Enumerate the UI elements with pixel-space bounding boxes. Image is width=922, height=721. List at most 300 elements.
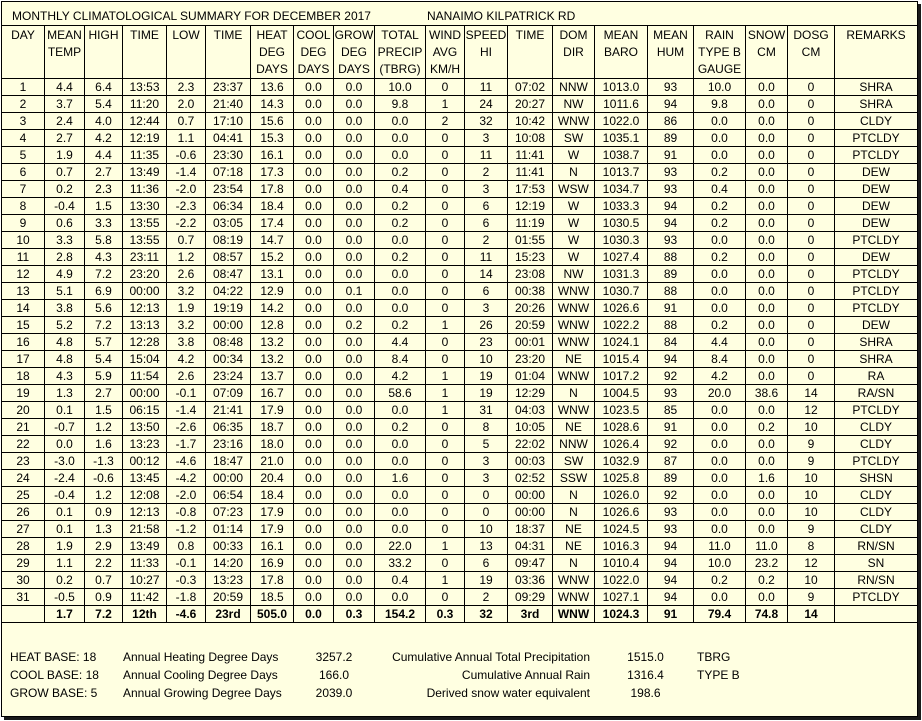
table-row <box>2 504 917 521</box>
cell-heat-deg-days: 16.7 <box>251 385 294 401</box>
cell-high-temp: 6.9 <box>85 283 123 299</box>
cell-total-precip: 0.0 <box>375 453 426 469</box>
column-header-dom-dir <box>553 26 595 78</box>
cell-high-temp: -0.6 <box>85 470 123 486</box>
column-header-mean-temp <box>45 26 85 78</box>
cell-high-time: 13:30 <box>123 198 167 214</box>
cell-day: 18 <box>2 368 45 384</box>
cell-dosg-cm: 0 <box>788 283 835 299</box>
cell-low-temp: 4.2 <box>167 351 206 367</box>
cell-wind-avg: 0 <box>426 300 465 316</box>
cell-dosg-cm: 10 <box>788 487 835 503</box>
column-header-text: CM <box>757 45 776 59</box>
cell-high-temp: 6.4 <box>85 79 123 95</box>
cell-wind-hi-time: 00:00 <box>508 504 553 520</box>
cell-remarks: CLDY <box>859 522 892 536</box>
cell-cool-deg-days: 0.0 <box>294 538 334 554</box>
cell-wind-speed-hi: 6 <box>465 215 508 231</box>
cell-remarks: PTCLDY <box>852 590 900 604</box>
cell-cool-deg-days: 0.0 <box>294 283 334 299</box>
cell-grow-deg-days: 0.1 <box>334 283 375 299</box>
cell-low-time: 06:35 <box>206 419 251 435</box>
cell-mean-baro: 1026.6 <box>595 504 648 520</box>
cell-wind-avg: 1 <box>426 317 465 333</box>
cell-wind-hi-time: 12:29 <box>508 385 553 401</box>
column-header-low-time <box>206 26 251 78</box>
cell-day: 2 <box>2 96 45 112</box>
summary-rain-gauge: 79.4 <box>694 606 746 622</box>
cell-rain-gauge: 0.0 <box>694 504 746 520</box>
cell-mean-hum: 93 <box>648 385 694 401</box>
cell-remarks: SN <box>867 556 885 570</box>
cell-mean-hum: 84 <box>648 334 694 350</box>
cell-snow-cm: 0.0 <box>746 453 788 469</box>
cell-wind-speed-hi: 19 <box>465 368 508 384</box>
cell-total-precip: 0.0 <box>375 283 426 299</box>
cell-rain-gauge: 4.2 <box>694 368 746 384</box>
cell-wind-speed-hi: 2 <box>465 232 508 248</box>
cell-total-precip: 0.2 <box>375 249 426 265</box>
cell-mean-baro: 1004.5 <box>595 385 648 401</box>
table-row <box>2 385 917 402</box>
cell-snow-cm: 1.6 <box>746 470 788 486</box>
cell-low-time: 06:34 <box>206 198 251 214</box>
cell-snow-cm: 0.0 <box>746 368 788 384</box>
cell-remarks: RN/SN <box>857 573 895 587</box>
cell-rain-gauge: 0.2 <box>694 215 746 231</box>
cell-snow-cm: 0.2 <box>746 419 788 435</box>
cell-mean-baro: 1038.7 <box>595 147 648 163</box>
cell-remarks: DEW <box>862 182 890 196</box>
cell-wind-hi-time: 11:41 <box>508 147 553 163</box>
cell-cool-deg-days: 0.0 <box>294 232 334 248</box>
cell-low-time: 08:47 <box>206 266 251 282</box>
cell-total-precip: 1.6 <box>375 470 426 486</box>
cell-dom-dir: WNW <box>553 402 595 418</box>
cell-wind-speed-hi: 11 <box>465 79 508 95</box>
cell-high-time: 13:13 <box>123 317 167 333</box>
cell-dom-dir: NE <box>553 351 595 367</box>
cell-dosg-cm: 0 <box>788 266 835 282</box>
cell-heat-deg-days: 17.8 <box>251 572 294 588</box>
cell-wind-speed-hi: 2 <box>465 164 508 180</box>
cell-wind-hi-time: 11:19 <box>508 215 553 231</box>
cell-mean-baro: 1015.4 <box>595 351 648 367</box>
cell-high-temp: 2.9 <box>85 538 123 554</box>
cell-mean-temp: 0.2 <box>45 181 85 197</box>
table-row <box>2 79 917 96</box>
cell-heat-deg-days: 14.7 <box>251 232 294 248</box>
cell-high-time: 11:20 <box>123 96 167 112</box>
cell-wind-speed-hi: 31 <box>465 402 508 418</box>
cell-rain-gauge: 0.0 <box>694 402 746 418</box>
cell-cool-deg-days: 0.0 <box>294 572 334 588</box>
cell-mean-temp: 4.3 <box>45 368 85 384</box>
cell-low-temp: -0.1 <box>167 555 206 571</box>
cell-heat-deg-days: 14.2 <box>251 300 294 316</box>
cell-low-temp: -2.3 <box>167 198 206 214</box>
cell-low-time: 07:09 <box>206 385 251 401</box>
cell-cool-deg-days: 0.0 <box>294 436 334 452</box>
cell-mean-temp: 0.1 <box>45 504 85 520</box>
cell-high-time: 13:23 <box>123 436 167 452</box>
cell-snow-cm: 0.0 <box>746 334 788 350</box>
cell-mean-baro: 1028.6 <box>595 419 648 435</box>
cell-dosg-cm: 0 <box>788 79 835 95</box>
cell-high-time: 11:36 <box>123 181 167 197</box>
cell-high-time: 00:12 <box>123 453 167 469</box>
column-header-high-time <box>123 26 167 78</box>
cell-wind-avg: 0 <box>426 266 465 282</box>
cell-wind-hi-time: 22:02 <box>508 436 553 452</box>
column-header-text: MEAN <box>47 28 82 42</box>
cell-mean-hum: 86 <box>648 113 694 129</box>
cell-cool-deg-days: 0.0 <box>294 317 334 333</box>
cell-wind-avg: 1 <box>426 538 465 554</box>
cell-cool-deg-days: 0.0 <box>294 368 334 384</box>
cell-rain-gauge: 0.0 <box>694 283 746 299</box>
rain-gauge-unit: TYPE B <box>697 668 740 682</box>
cell-rain-gauge: 0.0 <box>694 130 746 146</box>
report-title: MONTHLY CLIMATOLOGICAL SUMMARY FOR DECEMBER 2017 <box>12 9 371 23</box>
table-row <box>2 402 917 419</box>
cell-low-temp: 2.3 <box>167 79 206 95</box>
cell-heat-deg-days: 15.2 <box>251 249 294 265</box>
summary-dom-dir: WNW <box>553 606 595 622</box>
cell-remarks: CLDY <box>859 437 892 451</box>
cell-grow-deg-days: 0.0 <box>334 538 375 554</box>
cell-low-temp: 2.6 <box>167 266 206 282</box>
cell-dom-dir: NE <box>553 521 595 537</box>
cell-dom-dir: NW <box>553 266 595 282</box>
cell-dosg-cm: 0 <box>788 164 835 180</box>
cell-low-time: 08:48 <box>206 334 251 350</box>
snow-water-equivalent-label: Derived snow water equivalent <box>426 686 590 700</box>
cell-heat-deg-days: 12.8 <box>251 317 294 333</box>
cell-remarks: PTCLDY <box>852 301 900 315</box>
cell-high-temp: 1.5 <box>85 402 123 418</box>
cell-mean-hum: 91 <box>648 419 694 435</box>
cell-cool-deg-days: 0.0 <box>294 419 334 435</box>
cell-dosg-cm: 10 <box>788 470 835 486</box>
cell-wind-avg: 0 <box>426 283 465 299</box>
table-row <box>2 538 917 555</box>
cell-grow-deg-days: 0.0 <box>334 402 375 418</box>
cell-rain-gauge: 0.0 <box>694 521 746 537</box>
cell-low-time: 21:40 <box>206 96 251 112</box>
cell-total-precip: 4.4 <box>375 334 426 350</box>
cell-rain-gauge: 8.4 <box>694 351 746 367</box>
cell-mean-hum: 93 <box>648 521 694 537</box>
cell-grow-deg-days: 0.0 <box>334 470 375 486</box>
cell-low-time: 03:05 <box>206 215 251 231</box>
cell-wind-avg: 0 <box>426 215 465 231</box>
cell-heat-deg-days: 14.3 <box>251 96 294 112</box>
cell-low-temp: -0.6 <box>167 147 206 163</box>
cell-heat-deg-days: 13.7 <box>251 368 294 384</box>
cell-high-time: 15:04 <box>123 351 167 367</box>
cell-remarks: SHRA <box>859 80 893 94</box>
cell-wind-speed-hi: 24 <box>465 96 508 112</box>
cell-dom-dir: WNW <box>553 368 595 384</box>
cell-dom-dir: SW <box>553 130 595 146</box>
cell-heat-deg-days: 21.0 <box>251 453 294 469</box>
cell-rain-gauge: 0.0 <box>694 300 746 316</box>
cell-wind-avg: 0 <box>426 79 465 95</box>
cell-wind-hi-time: 18:37 <box>508 521 553 537</box>
cell-high-time: 23:20 <box>123 266 167 282</box>
cell-snow-cm: 0.0 <box>746 521 788 537</box>
cell-dom-dir: NW <box>553 96 595 112</box>
cell-mean-baro: 1026.0 <box>595 487 648 503</box>
column-header-text: DAYS <box>256 62 288 76</box>
cell-high-temp: 5.4 <box>85 96 123 112</box>
cell-high-time: 11:54 <box>123 368 167 384</box>
cell-high-temp: 1.5 <box>85 198 123 214</box>
cell-high-time: 11:33 <box>123 555 167 571</box>
cell-day: 4 <box>2 130 45 146</box>
cell-heat-deg-days: 17.4 <box>251 215 294 231</box>
cell-mean-baro: 1035.1 <box>595 130 648 146</box>
cell-low-temp: 0.7 <box>167 232 206 248</box>
cell-high-temp: 5.4 <box>85 351 123 367</box>
cell-mean-baro: 1026.4 <box>595 436 648 452</box>
cell-high-temp: 1.6 <box>85 436 123 452</box>
cell-high-temp: 7.2 <box>85 266 123 282</box>
cell-mean-temp: -0.5 <box>45 589 85 605</box>
column-header-text: HEAT <box>256 28 288 42</box>
cell-high-temp: -1.3 <box>85 453 123 469</box>
cell-low-temp: 1.1 <box>167 130 206 146</box>
cell-low-temp: -4.2 <box>167 470 206 486</box>
summary-mean-hum: 91 <box>648 606 694 622</box>
cell-remarks: CLDY <box>859 420 892 434</box>
cell-mean-hum: 88 <box>648 317 694 333</box>
cell-dom-dir: W <box>553 198 595 214</box>
column-header-text: COOL <box>296 28 331 42</box>
cell-wind-speed-hi: 0 <box>465 504 508 520</box>
cell-day: 16 <box>2 334 45 350</box>
column-header-text: TIME <box>130 28 159 42</box>
cell-dosg-cm: 12 <box>788 555 835 571</box>
cell-day: 8 <box>2 198 45 214</box>
cell-mean-temp: 1.9 <box>45 147 85 163</box>
column-header-rain-gauge <box>694 26 746 78</box>
cell-total-precip: 4.2 <box>375 368 426 384</box>
cell-heat-deg-days: 18.5 <box>251 589 294 605</box>
cell-snow-cm: 0.0 <box>746 215 788 231</box>
cell-low-temp: 1.2 <box>167 249 206 265</box>
cell-day: 3 <box>2 113 45 129</box>
cell-total-precip: 9.8 <box>375 96 426 112</box>
cell-grow-deg-days: 0.0 <box>334 300 375 316</box>
cell-dom-dir: W <box>553 249 595 265</box>
table-row <box>2 487 917 504</box>
annual-cooling-degree-days-value: 166.0 <box>318 668 350 682</box>
cell-day: 28 <box>2 538 45 554</box>
cell-mean-temp: 0.7 <box>45 164 85 180</box>
cell-wind-hi-time: 10:05 <box>508 419 553 435</box>
cell-mean-baro: 1011.6 <box>595 96 648 112</box>
column-header-text: MEAN <box>603 28 639 42</box>
column-header-text: CM <box>801 45 821 59</box>
cell-low-temp: -2.0 <box>167 487 206 503</box>
cell-high-temp: 0.7 <box>85 572 123 588</box>
cell-mean-hum: 94 <box>648 572 694 588</box>
column-header-text: DEG <box>340 45 367 59</box>
cell-heat-deg-days: 13.1 <box>251 266 294 282</box>
cell-wind-avg: 0 <box>426 232 465 248</box>
cell-wind-avg: 0 <box>426 419 465 435</box>
cell-wind-hi-time: 03:36 <box>508 572 553 588</box>
cell-remarks: DEW <box>862 250 890 264</box>
cell-wind-speed-hi: 11 <box>465 249 508 265</box>
cell-snow-cm: 0.0 <box>746 402 788 418</box>
table-row <box>2 283 917 300</box>
cell-dosg-cm: 0 <box>788 300 835 316</box>
cell-dom-dir: WSW <box>553 181 595 197</box>
cell-mean-baro: 1031.3 <box>595 266 648 282</box>
cell-day: 25 <box>2 487 45 503</box>
column-header-text: DAY <box>11 28 35 42</box>
cell-grow-deg-days: 0.0 <box>334 419 375 435</box>
cell-grow-deg-days: 0.0 <box>334 113 375 129</box>
cell-day: 7 <box>2 181 45 197</box>
cell-dosg-cm: 0 <box>788 147 835 163</box>
cell-heat-deg-days: 15.6 <box>251 113 294 129</box>
column-header-text: REMARKS <box>846 28 906 42</box>
column-header-text: TOTAL <box>381 28 419 42</box>
table-row <box>2 317 917 334</box>
cell-wind-hi-time: 00:03 <box>508 453 553 469</box>
cell-low-time: 23:30 <box>206 147 251 163</box>
cell-mean-temp: 1.3 <box>45 385 85 401</box>
cell-mean-temp: 3.7 <box>45 96 85 112</box>
cell-wind-hi-time: 10:42 <box>508 113 553 129</box>
summary-mean-temp: 1.7 <box>45 606 85 622</box>
cell-snow-cm: 0.0 <box>746 164 788 180</box>
cell-high-temp: 2.2 <box>85 555 123 571</box>
cell-remarks: SHRA <box>859 97 893 111</box>
cell-wind-speed-hi: 3 <box>465 181 508 197</box>
cell-dosg-cm: 14 <box>788 385 835 401</box>
cell-wind-avg: 0 <box>426 334 465 350</box>
cell-wind-hi-time: 01:04 <box>508 368 553 384</box>
cell-dom-dir: WNW <box>553 283 595 299</box>
cell-mean-hum: 88 <box>648 249 694 265</box>
cool-base-label: COOL BASE: 18 <box>10 668 99 682</box>
table-row <box>2 436 917 453</box>
cell-low-temp: 2.0 <box>167 96 206 112</box>
cell-low-temp: 3.2 <box>167 317 206 333</box>
cell-cool-deg-days: 0.0 <box>294 113 334 129</box>
cell-mean-hum: 91 <box>648 147 694 163</box>
table-row <box>2 181 917 198</box>
cell-rain-gauge: 0.0 <box>694 487 746 503</box>
cell-low-temp: -0.3 <box>167 572 206 588</box>
cell-cool-deg-days: 0.0 <box>294 130 334 146</box>
cell-rain-gauge: 0.4 <box>694 181 746 197</box>
cell-cool-deg-days: 0.0 <box>294 589 334 605</box>
cell-heat-deg-days: 18.7 <box>251 419 294 435</box>
table-row <box>2 453 917 470</box>
table-row <box>2 266 917 283</box>
cell-heat-deg-days: 13.2 <box>251 334 294 350</box>
column-header-mean-hum <box>648 26 694 78</box>
cell-dom-dir: SW <box>553 453 595 469</box>
cell-remarks: PTCLDY <box>852 148 900 162</box>
cell-day: 24 <box>2 470 45 486</box>
table-row <box>2 419 917 436</box>
cell-heat-deg-days: 20.4 <box>251 470 294 486</box>
cell-total-precip: 0.0 <box>375 436 426 452</box>
cell-wind-hi-time: 23:08 <box>508 266 553 282</box>
column-header-grow-deg-days <box>334 26 375 78</box>
cell-total-precip: 0.0 <box>375 504 426 520</box>
cell-grow-deg-days: 0.0 <box>334 181 375 197</box>
cell-snow-cm: 0.0 <box>746 436 788 452</box>
cell-wind-avg: 1 <box>426 402 465 418</box>
cell-dosg-cm: 0 <box>788 334 835 350</box>
cell-remarks: RA <box>867 369 885 383</box>
column-header-text: TEMP <box>47 45 82 59</box>
cell-high-temp: 1.2 <box>85 487 123 503</box>
cell-high-time: 12:13 <box>123 504 167 520</box>
cell-high-temp: 1.3 <box>85 521 123 537</box>
cell-low-temp: -1.4 <box>167 164 206 180</box>
cell-snow-cm: 0.0 <box>746 504 788 520</box>
cell-low-time: 18:47 <box>206 453 251 469</box>
cell-low-time: 13:23 <box>206 572 251 588</box>
table-row <box>2 96 917 113</box>
cell-high-time: 13:50 <box>123 419 167 435</box>
cell-wind-speed-hi: 19 <box>465 572 508 588</box>
cell-remarks: CLDY <box>859 114 892 128</box>
cell-total-precip: 0.0 <box>375 113 426 129</box>
cell-low-time: 07:23 <box>206 504 251 520</box>
cell-grow-deg-days: 0.0 <box>334 521 375 537</box>
cell-wind-avg: 1 <box>426 96 465 112</box>
cell-mean-temp: -0.4 <box>45 198 85 214</box>
cell-low-temp: -2.0 <box>167 181 206 197</box>
cell-dom-dir: WNW <box>553 589 595 605</box>
cell-low-temp: -0.8 <box>167 504 206 520</box>
cell-grow-deg-days: 0.0 <box>334 147 375 163</box>
cell-high-temp: 4.4 <box>85 147 123 163</box>
cell-mean-baro: 1030.3 <box>595 232 648 248</box>
cell-high-time: 00:00 <box>123 283 167 299</box>
cell-day: 20 <box>2 402 45 418</box>
cell-mean-baro: 1013.7 <box>595 164 648 180</box>
cell-cool-deg-days: 0.0 <box>294 487 334 503</box>
column-header-text: GROW <box>334 28 374 42</box>
cell-low-temp: -4.6 <box>167 453 206 469</box>
cell-grow-deg-days: 0.0 <box>334 385 375 401</box>
cell-wind-hi-time: 17:53 <box>508 181 553 197</box>
column-header-text: TYPE B <box>698 45 741 59</box>
cell-wind-avg: 0 <box>426 521 465 537</box>
cell-dom-dir: W <box>553 215 595 231</box>
cell-remarks: RA/SN <box>857 386 895 400</box>
cell-mean-temp: 0.2 <box>45 572 85 588</box>
cell-heat-deg-days: 16.1 <box>251 538 294 554</box>
cell-day: 5 <box>2 147 45 163</box>
cell-remarks: CLDY <box>859 505 892 519</box>
column-header-text: DEG <box>258 45 285 59</box>
cell-wind-speed-hi: 32 <box>465 113 508 129</box>
column-header-text: RAIN <box>705 28 734 42</box>
column-header-text: BARO <box>603 45 638 59</box>
